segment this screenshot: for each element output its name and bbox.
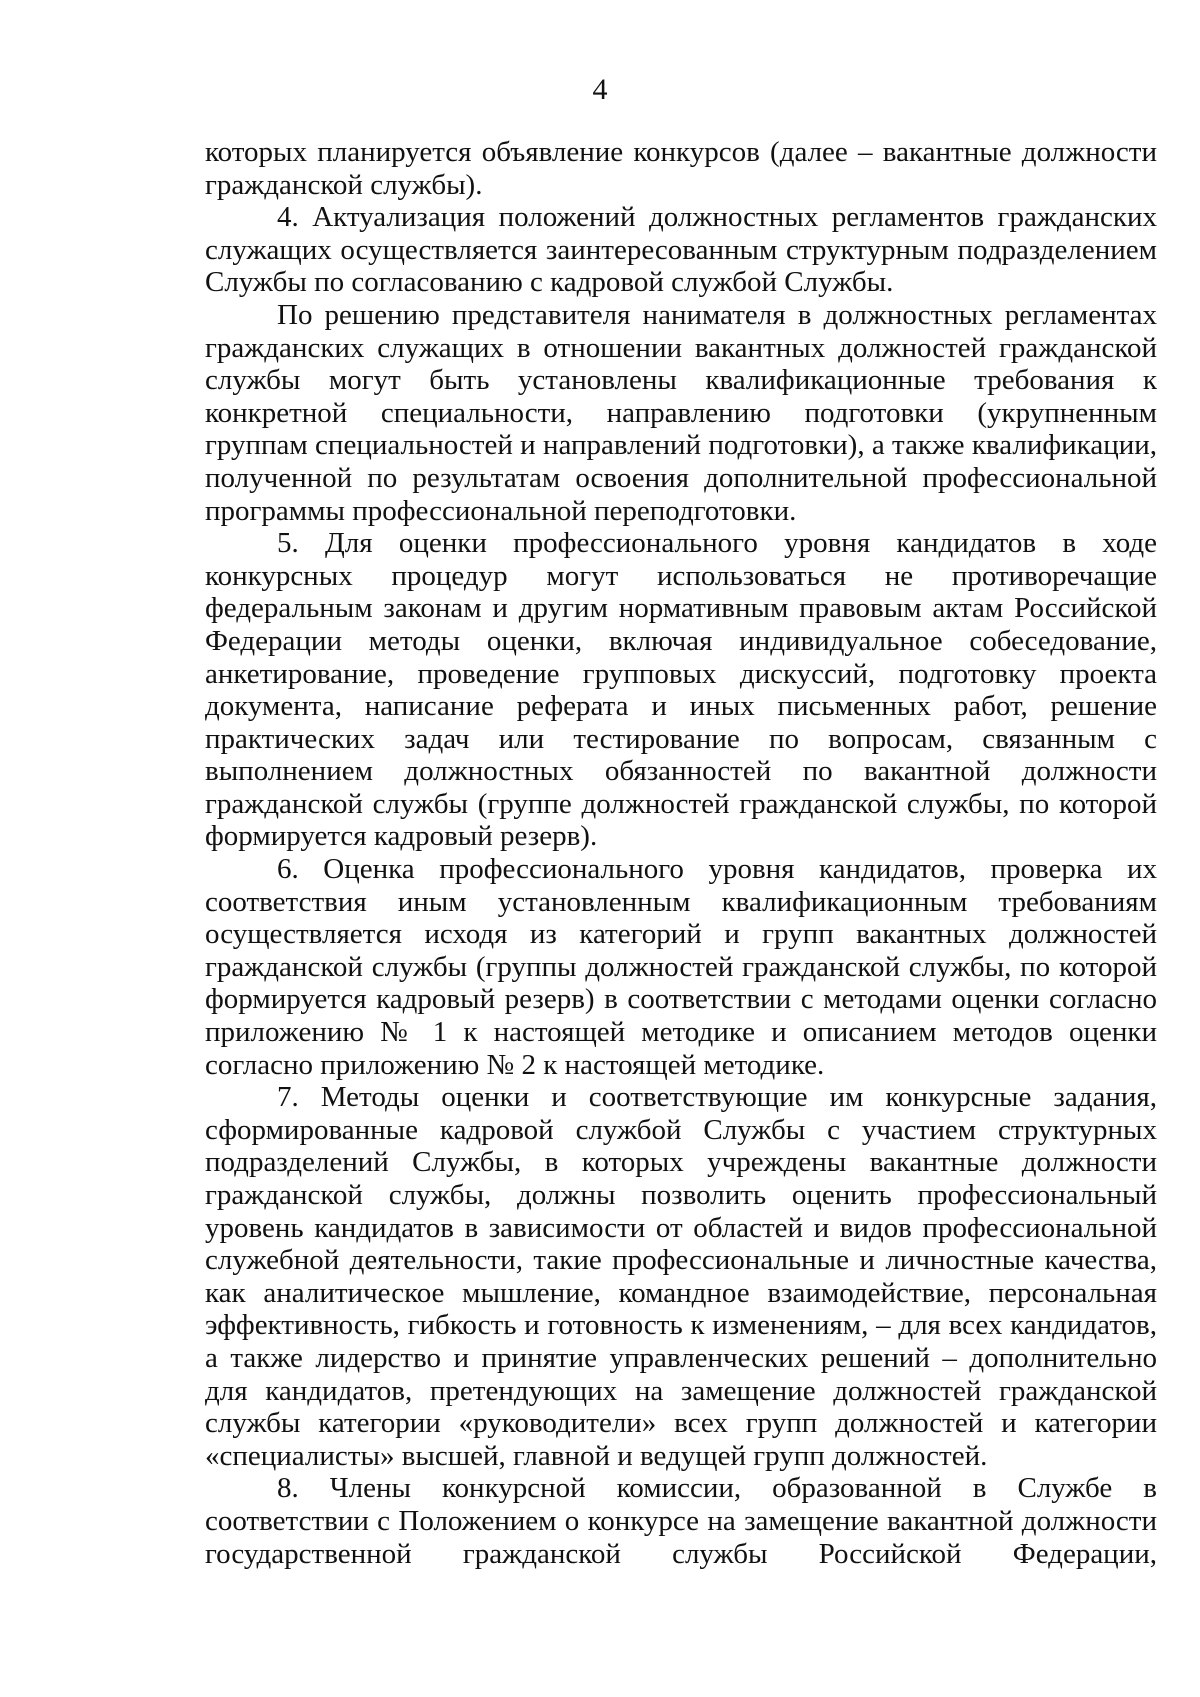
paragraph-item-7: 7. Методы оценки и соответствующие им конкурсные задания, сформированные кадровой службой Службы с участием структурных подразделений Службы, в которых учреждены вакантные должности гражданской службы, должны позволить оценить профессиональный уровень кандидатов в зависимости от областей и видов профессиональной служебной деятельности, такие профессиональные и личностные качества, как аналитическое мышление, командное взаимодействие, персональная эффективность, гибкость и готовность к изменениям, – для всех кандидатов, а также лидерство и принятие управленческих решений – дополнительно для кандидатов, претендующих на замещение должностей гражданской службы категории «руководители» всех групп должностей и категории «специалисты» высшей, главной и ведущей групп должностей.: [205, 1081, 1157, 1472]
page-number: 4: [592, 73, 608, 106]
paragraph-item-4-continued: По решению представителя нанимателя в должностных регламентах гражданских служащих в отношении вакантных должностей гражданской службы могут быть установлены квалификационные требования к конкретной специальности, направлению подготовки (укрупненным группам специальностей и направлений подготовки), а также квалификации, полученной по результатам освоения дополнительной профессиональной программы профессиональной переподготовки.: [205, 298, 1157, 527]
paragraph-item-6: 6. Оценка профессионального уровня кандидатов, проверка их соответствия иным установленным квалификационным требованиям осуществляется исходя из категорий и групп вакантных должностей гражданской службы (группы должностей гражданской службы, по которой формируется кадровый резерв) в соответствии с методами оценки согласно приложению № 1 к настоящей методике и описанием методов оценки согласно приложению № 2 к настоящей методике.: [205, 853, 1157, 1081]
paragraph-item-8: 8. Члены конкурсной комиссии, образованной в Службе в соответствии с Положением о конкурсе на замещение вакантной должности государственной гражданской службы Российской Федерации,: [205, 1472, 1157, 1570]
document-body: [205, 136, 1157, 1570]
paragraph-continuation: которых планируется объявление конкурсов (далее – вакантные должности гражданской службы).: [205, 136, 1157, 201]
paragraph-item-5: 5. Для оценки профессионального уровня кандидатов в ходе конкурсных процедур могут использоваться не противоречащие федеральным законам и другим нормативным правовым актам Российской Федерации методы оценки, включая индивидуальное собеседование, анкетирование, проведение групповых дискуссий, подготовку проекта документа, написание реферата и иных письменных работ, решение практических задач или тестирование по вопросам, связанным с выполнением должностных обязанностей по вакантной должности гражданской службы (группе должностей гражданской службы, по которой формируется кадровый резерв).: [205, 527, 1157, 853]
paragraph-item-4: 4. Актуализация положений должностных регламентов гражданских служащих осуществляется заинтересованным структурным подразделением Службы по согласованию с кадровой службой Службы.: [205, 201, 1157, 299]
